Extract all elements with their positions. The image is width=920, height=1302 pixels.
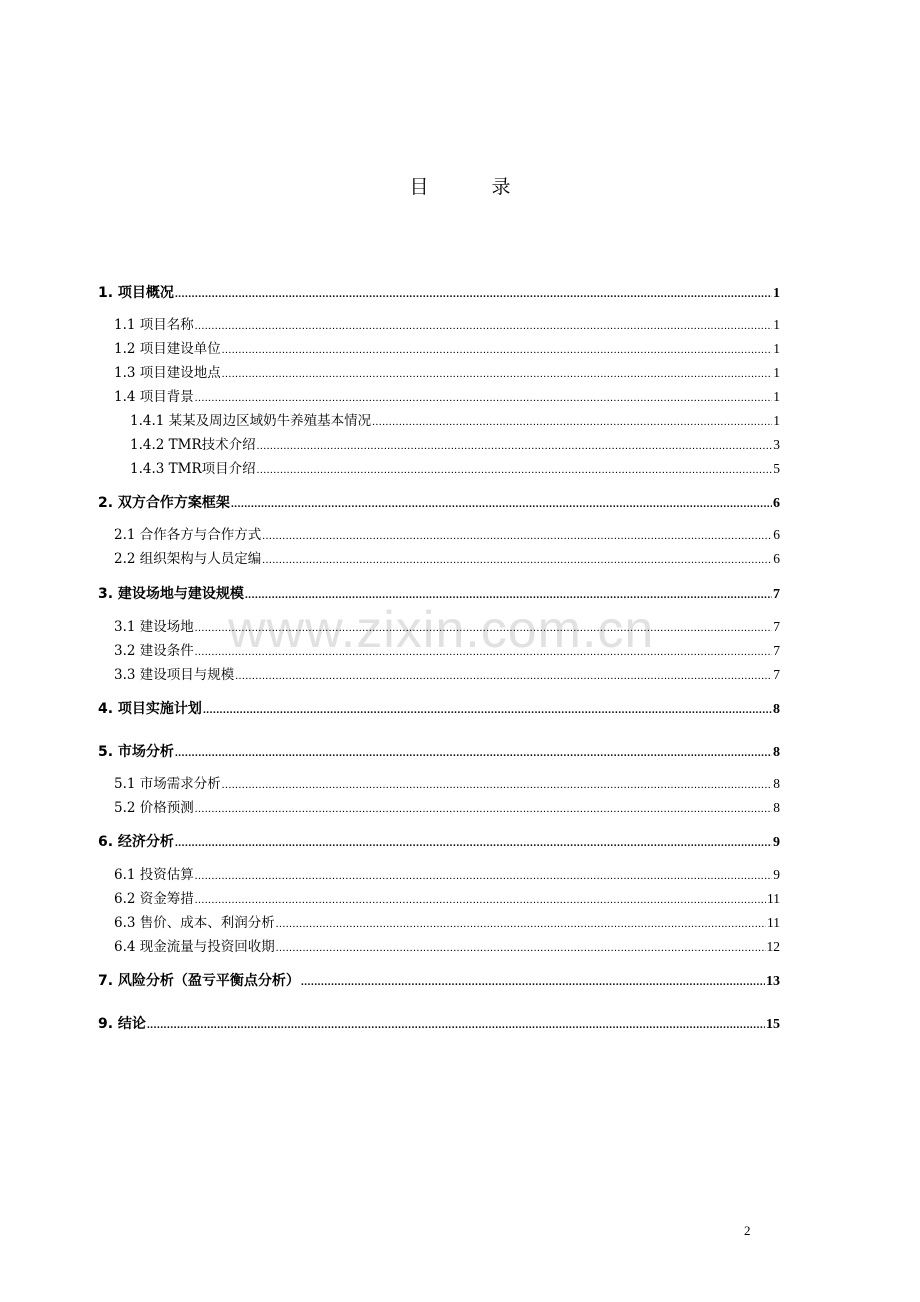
toc-entry-page: 15: [766, 1017, 780, 1032]
toc-entry-page: 1: [773, 286, 780, 301]
toc-entry-label: 1.1 项目名称: [114, 317, 194, 333]
toc-entry-label: 5.1 市场需求分析: [114, 776, 221, 792]
toc-entry-page: 8: [773, 776, 780, 791]
toc-entry-page: 7: [773, 619, 780, 634]
toc-entry-1-1[interactable]: [114, 316, 780, 335]
toc-entry-page: 7: [773, 667, 780, 682]
toc-entry-label: 2. 双方合作方案框架: [98, 495, 230, 511]
toc-entry-label: 1.2 项目建设单位: [114, 341, 221, 357]
toc-entry-3-2[interactable]: [114, 642, 780, 661]
toc-leader-dots: [147, 1016, 765, 1034]
toc-leader-dots: [235, 667, 772, 685]
toc-leader-dots: [301, 973, 765, 991]
toc-entry-label: 6. 经济分析: [98, 834, 174, 850]
toc-entry-2-2[interactable]: [114, 550, 780, 569]
toc-entry-5-2[interactable]: [114, 799, 780, 818]
toc-entry-page: 6: [773, 527, 780, 542]
toc-leader-dots: [276, 915, 766, 933]
toc-entry-label: 3. 建设场地与建设规模: [98, 586, 244, 602]
toc-entry-page: 7: [773, 587, 780, 602]
toc-title: 目 录: [409, 176, 533, 198]
toc-entry-1-3[interactable]: [114, 364, 780, 383]
toc-entry-label: 9. 结论: [98, 1016, 146, 1032]
page-number: 2: [744, 1223, 751, 1238]
toc-entry-page: 6: [773, 496, 780, 511]
toc-entry-1-4-1[interactable]: [130, 412, 780, 431]
toc-entry-4[interactable]: [98, 700, 780, 719]
toc-entry-page: 1: [773, 365, 780, 380]
toc-entry-1-4-2[interactable]: [130, 436, 780, 455]
toc-entry-label: 1.3 项目建设地点: [114, 365, 221, 381]
toc-entry-6-4[interactable]: [114, 938, 780, 957]
watermark: www.zixin.com.cn: [228, 601, 655, 659]
toc-leader-dots: [175, 285, 772, 303]
toc-entry-label: 1.4.1 某某及周边区域奶牛养殖基本情况: [130, 413, 372, 429]
toc-leader-dots: [257, 437, 773, 455]
toc-entry-page: 5: [773, 461, 780, 476]
toc-entry-3[interactable]: [98, 585, 780, 604]
toc-entry-label: 5.2 价格预测: [114, 800, 194, 816]
toc-leader-dots: [222, 776, 772, 794]
toc-leader-dots: [231, 495, 772, 513]
toc-entry-1[interactable]: [98, 284, 780, 303]
toc-leader-dots: [195, 867, 772, 885]
toc-entry-page: 8: [773, 702, 780, 717]
toc-leader-dots: [262, 551, 772, 569]
toc-entry-page: 9: [773, 835, 780, 850]
toc-entry-label: 7. 风险分析（盈亏平衡点分析）: [98, 973, 300, 989]
toc-leader-dots: [222, 341, 772, 359]
toc-entry-label: 3.1 建设场地: [114, 619, 194, 635]
toc-entry-label: 2.2 组织架构与人员定编: [114, 551, 262, 567]
toc-entry-6-1[interactable]: [114, 866, 780, 885]
toc-entry-label: 1.4 项目背景: [114, 389, 194, 405]
toc-leader-dots: [195, 317, 772, 335]
toc-leader-dots: [245, 586, 772, 604]
toc-leader-dots: [195, 891, 766, 909]
toc-entry-label: 1.4.2 TMR技术介绍: [130, 437, 256, 453]
toc-entry-page: 11: [767, 891, 780, 906]
toc-entry-7[interactable]: [98, 972, 780, 991]
toc-entry-3-3[interactable]: [114, 666, 780, 685]
toc-entry-page: 7: [773, 643, 780, 658]
toc-leader-dots: [262, 527, 772, 545]
toc-entry-label: 4. 项目实施计划: [98, 701, 202, 717]
toc-entry-page: 3: [773, 437, 780, 452]
toc-leader-dots: [222, 365, 772, 383]
toc-entry-label: 2.1 合作各方与合作方式: [114, 527, 262, 543]
toc-entry-page: 9: [773, 867, 780, 882]
toc-leader-dots: [175, 744, 772, 762]
toc-entry-6-2[interactable]: [114, 890, 780, 909]
toc-entry-page: 11: [767, 915, 780, 930]
toc-leader-dots: [276, 939, 766, 957]
toc-entry-label: 5. 市场分析: [98, 744, 174, 760]
toc-entry-label: 6.1 投资估算: [114, 867, 194, 883]
toc-entry-page: 8: [773, 800, 780, 815]
toc-entry-page: 8: [773, 745, 780, 760]
toc-entry-page: 1: [773, 389, 780, 404]
toc-entry-3-1[interactable]: [114, 618, 780, 637]
toc-entry-label: 1.4.3 TMR项目介绍: [130, 461, 256, 477]
toc-entry-label: 1. 项目概况: [98, 285, 174, 301]
toc-entry-1-2[interactable]: [114, 340, 780, 359]
toc-entry-5-1[interactable]: [114, 775, 780, 794]
toc-leader-dots: [195, 643, 772, 661]
toc-entry-2[interactable]: [98, 494, 780, 513]
toc-entry-9[interactable]: [98, 1015, 780, 1034]
toc-entry-page: 1: [773, 413, 780, 428]
toc-leader-dots: [175, 834, 772, 852]
toc-entry-1-4-3[interactable]: [130, 460, 780, 479]
toc-entry-label: 3.3 建设项目与规模: [114, 667, 235, 683]
toc-entry-page: 13: [766, 974, 780, 989]
toc-leader-dots: [195, 389, 772, 407]
toc-entry-label: 6.3 售价、成本、利润分析: [114, 915, 275, 931]
toc-entry-page: 1: [773, 317, 780, 332]
toc-leader-dots: [203, 701, 772, 719]
toc-leader-dots: [195, 619, 772, 637]
toc-entry-label: 6.4 现金流量与投资回收期: [114, 939, 275, 955]
toc-entry-6-3[interactable]: [114, 914, 780, 933]
toc-entry-label: 3.2 建设条件: [114, 643, 194, 659]
toc-entry-6[interactable]: [98, 833, 780, 852]
toc-entry-label: 6.2 资金筹措: [114, 891, 194, 907]
toc-entry-1-4[interactable]: [114, 388, 780, 407]
toc-entry-page: 6: [773, 551, 780, 566]
toc-leader-dots: [257, 461, 773, 479]
toc-entry-2-1[interactable]: [114, 526, 780, 545]
toc-entry-page: 12: [766, 939, 780, 954]
toc-entry-page: 1: [773, 341, 780, 356]
toc-leader-dots: [195, 800, 772, 818]
toc-leader-dots: [372, 413, 772, 431]
toc-entry-5[interactable]: [98, 743, 780, 762]
